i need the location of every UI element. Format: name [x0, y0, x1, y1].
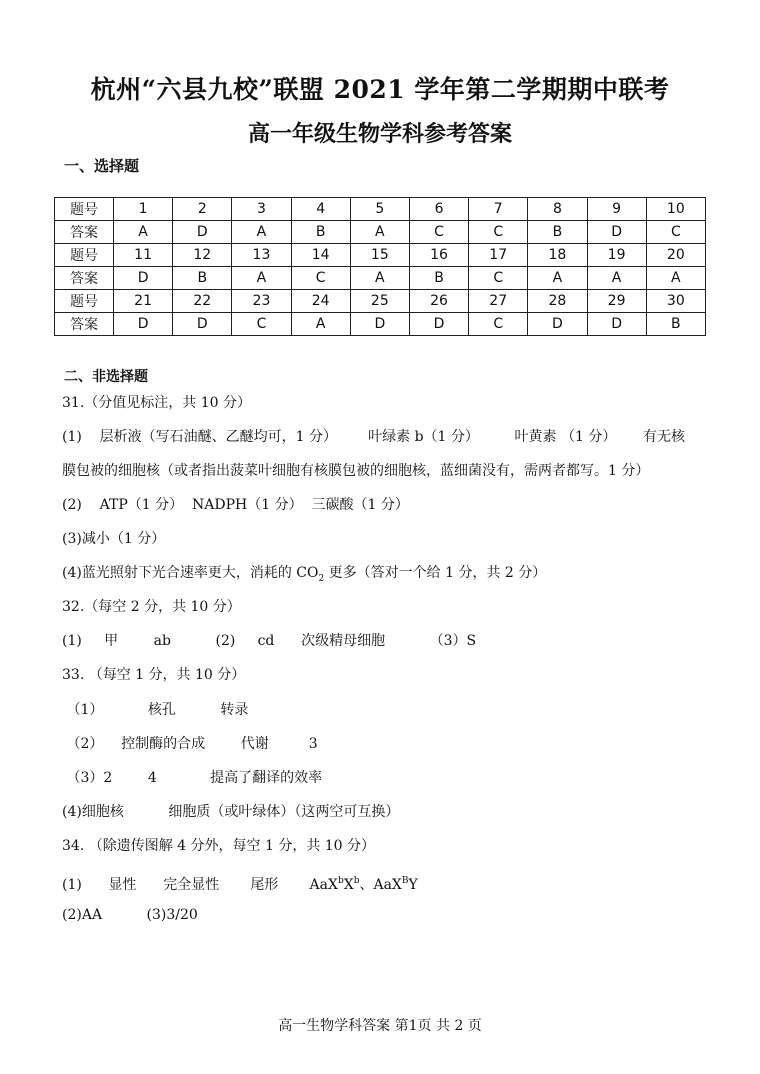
table-cell: 18 — [528, 244, 587, 267]
table-cell: 14 — [291, 244, 350, 267]
table-cell: A — [114, 221, 173, 244]
co2-subscript: 2 — [318, 573, 325, 584]
table-cell: A — [587, 267, 646, 290]
table-cell: B — [646, 313, 705, 336]
table-cell: 5 — [350, 198, 409, 221]
row-label: 答案 — [55, 221, 114, 244]
q31-part1-line1: (1) 层析液（写石油醚、乙醚均可，1 分） 叶绿素 b（1 分） 叶黄素 （1 分） 有无核 — [62, 429, 686, 445]
row-label: 题号 — [55, 290, 114, 313]
table-row — [55, 313, 706, 336]
table-cell: C — [646, 221, 705, 244]
genotype-mid: X — [343, 877, 354, 893]
table-row — [55, 244, 706, 267]
q33-part2: （2） 控制酶的合成 代谢 3 — [62, 736, 318, 752]
table-cell: B — [409, 267, 468, 290]
table-cell: C — [409, 221, 468, 244]
table-cell: 13 — [232, 244, 291, 267]
table-cell: C — [469, 221, 528, 244]
genotype-sup-3: B — [401, 876, 409, 886]
q32-header: 32.（每空 2 分，共 10 分） — [62, 599, 241, 615]
table-cell: D — [173, 313, 232, 336]
table-cell: 15 — [350, 244, 409, 267]
table-cell: 9 — [587, 198, 646, 221]
table-cell: 30 — [646, 290, 705, 313]
table-cell: 11 — [114, 244, 173, 267]
table-cell: 7 — [469, 198, 528, 221]
q31-part2: (2) ATP（1 分） NADPH（1 分） 三碳酸（1 分） — [62, 497, 409, 513]
table-cell: C — [291, 267, 350, 290]
genotype-sup-1: b — [337, 876, 344, 886]
genotype-sep: 、AaX — [359, 877, 402, 893]
table-cell: C — [232, 313, 291, 336]
table-cell: 26 — [409, 290, 468, 313]
table-cell: 6 — [409, 198, 468, 221]
table-cell: A — [646, 267, 705, 290]
table-cell: 20 — [646, 244, 705, 267]
section-nonchoice-heading: 二、非选择题 — [64, 369, 148, 385]
table-cell: C — [469, 313, 528, 336]
q34-header: 34. （除遗传图解 4 分外，每空 1 分，共 10 分） — [62, 838, 376, 854]
table-cell: 1 — [114, 198, 173, 221]
table-cell: D — [173, 221, 232, 244]
table-row — [55, 267, 706, 290]
table-cell: 2 — [173, 198, 232, 221]
table-cell: A — [232, 267, 291, 290]
genotype-sup-2: b — [353, 876, 360, 886]
table-cell: A — [291, 313, 350, 336]
table-cell: C — [469, 267, 528, 290]
page-title: 杭州“六县九校”联盟 2021 学年第二学期期中联考 — [90, 75, 670, 104]
row-label: 题号 — [55, 198, 114, 221]
q33-part3: （3）2 4 提高了翻译的效率 — [62, 770, 323, 786]
table-cell: 4 — [291, 198, 350, 221]
table-cell: 17 — [469, 244, 528, 267]
table-cell: 8 — [528, 198, 587, 221]
answer-table — [54, 197, 706, 336]
q31-header: 31.（分值见标注，共 10 分） — [62, 395, 251, 411]
table-cell: 27 — [469, 290, 528, 313]
q31-part1-line2: 膜包被的细胞核（或者指出菠菜叶细胞有核膜包被的细胞核，蓝细菌没有，需两者都写。1 分） — [62, 463, 650, 479]
q34-part1-text: (1) 显性 完全显性 尾形 AaX — [62, 877, 338, 893]
table-row — [55, 221, 706, 244]
table-cell: B — [528, 221, 587, 244]
table-cell: D — [587, 313, 646, 336]
table-cell: A — [232, 221, 291, 244]
q33-part4: (4)细胞核 细胞质（或叶绿体）（这两空可互换） — [62, 804, 400, 820]
q33-part1: （1） 核孔 转录 — [62, 702, 249, 718]
table-cell: A — [350, 221, 409, 244]
table-cell: 16 — [409, 244, 468, 267]
table-cell: 19 — [587, 244, 646, 267]
section-choice-heading: 一、选择题 — [64, 157, 140, 175]
q31-part4-rest: 更多（答对一个给 1 分，共 2 分） — [324, 565, 547, 581]
table-cell: D — [528, 313, 587, 336]
table-cell: 10 — [646, 198, 705, 221]
q31-part3: (3)减小（1 分） — [62, 531, 166, 547]
table-cell: B — [291, 221, 350, 244]
row-label: 题号 — [55, 244, 114, 267]
table-cell: A — [350, 267, 409, 290]
table-cell: 24 — [291, 290, 350, 313]
q34-part1 — [62, 871, 418, 895]
table-cell: 25 — [350, 290, 409, 313]
q34-part2-3: (2)AA (3)3/20 — [62, 907, 198, 923]
table-cell: 29 — [587, 290, 646, 313]
table-cell: 28 — [528, 290, 587, 313]
table-cell: D — [350, 313, 409, 336]
table-cell: D — [409, 313, 468, 336]
table-cell: B — [173, 267, 232, 290]
table-row — [55, 290, 706, 313]
table-cell: D — [587, 221, 646, 244]
row-label: 答案 — [55, 313, 114, 336]
table-cell: D — [114, 313, 173, 336]
q33-header: 33. （每空 1 分，共 10 分） — [62, 667, 246, 683]
page-subtitle: 高一年级生物学科参考答案 — [247, 121, 512, 147]
q32-answers: (1) 甲 ab (2) cd 次级精母细胞 （3）S — [62, 633, 477, 649]
page-footer: 高一生物学科答案 第1页 共 2 页 — [278, 1018, 482, 1034]
table-cell: 23 — [232, 290, 291, 313]
q31-part4 — [62, 563, 546, 589]
table-row — [55, 198, 706, 221]
table-cell: 3 — [232, 198, 291, 221]
table-cell: D — [114, 267, 173, 290]
q31-part4-text: (4)蓝光照射下光合速率更大，消耗的 CO — [62, 565, 319, 581]
table-cell: 12 — [173, 244, 232, 267]
table-cell: 22 — [173, 290, 232, 313]
table-cell: 21 — [114, 290, 173, 313]
row-label: 答案 — [55, 267, 114, 290]
table-cell: A — [528, 267, 587, 290]
genotype-end: Y — [408, 877, 418, 893]
